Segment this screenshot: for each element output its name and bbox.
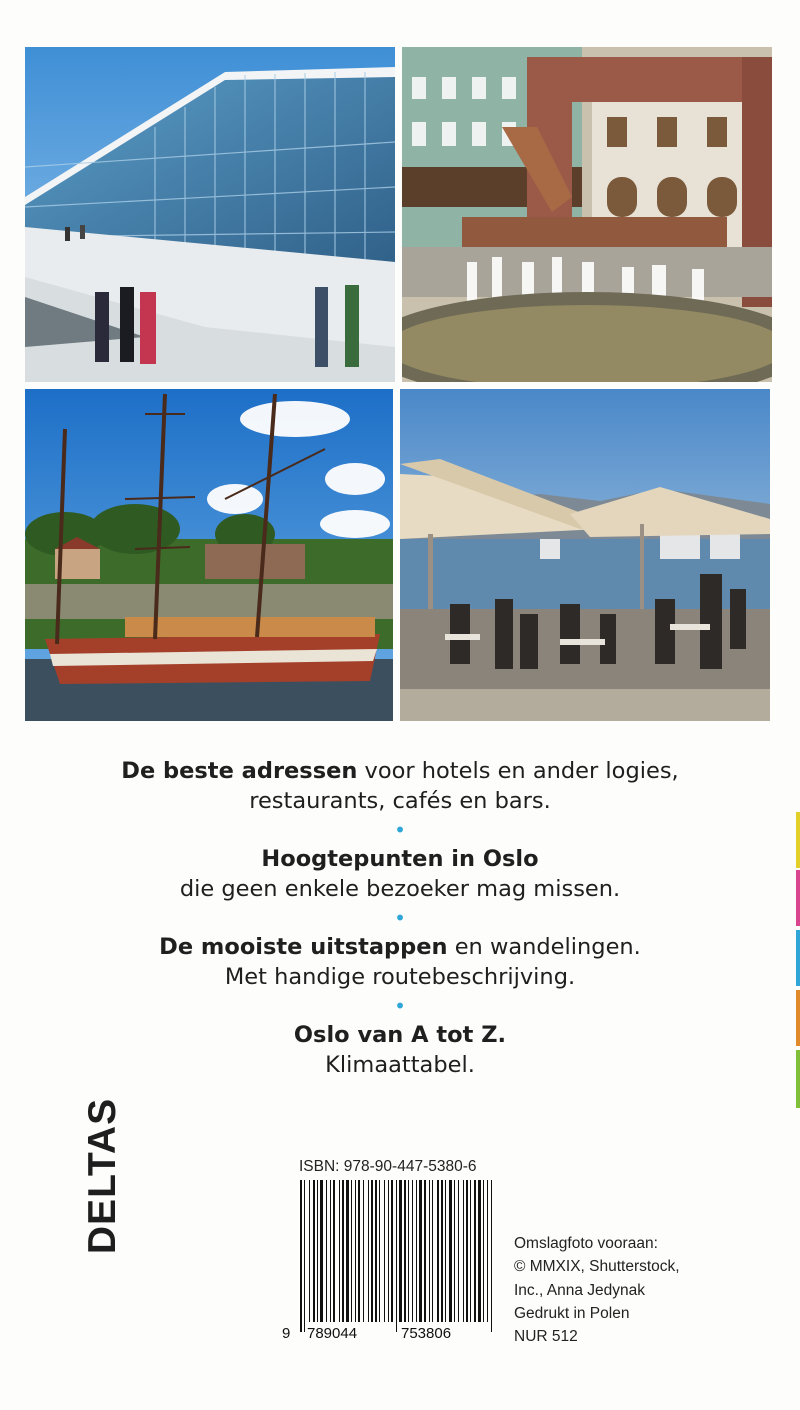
barcode-bar	[441, 1180, 443, 1322]
barcode-bar	[379, 1180, 380, 1322]
barcode-bar	[358, 1180, 360, 1322]
feature-rest: voor hotels en ander logies,	[357, 758, 679, 784]
credit-line: Omslagfoto vooraan:	[514, 1235, 658, 1252]
feature-bold: Oslo van A tot Z.	[293, 1022, 507, 1048]
edge-color-tab	[796, 930, 800, 986]
barcode-bar	[326, 1180, 327, 1322]
barcode-bar	[458, 1180, 459, 1322]
barcode-bar	[391, 1180, 393, 1322]
barcode-bar	[463, 1180, 464, 1322]
feature-line2: Klimaattabel.	[325, 1052, 475, 1078]
feature-bold: De beste adressen	[121, 758, 358, 784]
barcode	[298, 1180, 496, 1340]
credit-line: © MMXIX, Shutterstock,	[514, 1258, 680, 1276]
barcode-bar	[416, 1180, 417, 1322]
edge-color-tab	[796, 1050, 800, 1108]
barcode-bar	[384, 1180, 385, 1322]
barcode-bar	[449, 1180, 452, 1322]
barcode-bar	[412, 1180, 413, 1322]
photo-opera-house	[25, 47, 395, 382]
barcode-bar	[399, 1180, 402, 1322]
separator-dot: •	[394, 994, 406, 1018]
barcode-digit-first: 9	[282, 1325, 291, 1342]
separator-dot: •	[394, 818, 406, 842]
barcode-bar	[470, 1180, 471, 1322]
feature-line2: restaurants, cafés en bars.	[249, 788, 551, 814]
barcode-bar	[333, 1180, 335, 1322]
edge-color-tab	[796, 812, 800, 868]
barcode-bar	[317, 1180, 318, 1322]
barcode-bar	[351, 1180, 352, 1322]
barcode-bar	[429, 1180, 430, 1322]
barcode-bar	[437, 1180, 439, 1322]
feature-bold: De mooiste uitstappen	[159, 934, 448, 960]
barcode-bar	[432, 1180, 433, 1322]
barcode-bar	[424, 1180, 426, 1322]
feature-item	[0, 1020, 800, 1080]
barcode-bar	[388, 1180, 389, 1322]
barcode-bar	[404, 1180, 406, 1322]
barcode-bar	[339, 1180, 340, 1322]
feature-item	[0, 844, 800, 904]
barcode-bar	[491, 1180, 492, 1332]
barcode-bar	[445, 1180, 446, 1322]
barcode-bar	[454, 1180, 455, 1322]
feature-item	[0, 756, 800, 816]
edge-color-tab	[796, 990, 800, 1046]
photo-hand-fountain	[402, 47, 772, 382]
barcode-bar	[487, 1180, 488, 1322]
separator-dot: •	[394, 906, 406, 930]
feature-line2: die geen enkele bezoeker mag missen.	[179, 876, 621, 902]
barcode-bar	[300, 1180, 302, 1332]
barcode-bar	[313, 1180, 315, 1322]
barcode-bar	[396, 1180, 397, 1332]
feature-bold: Hoogtepunten in Oslo	[261, 846, 539, 872]
credit-line: NUR 512	[514, 1328, 578, 1346]
feature-list	[0, 756, 800, 1080]
barcode-bar	[375, 1180, 377, 1322]
barcode-bar	[408, 1180, 409, 1322]
publisher-logo	[83, 1098, 123, 1254]
photo-tall-ship	[25, 389, 393, 721]
barcode-bar	[474, 1180, 476, 1322]
photo-harbour-terrace	[400, 389, 770, 721]
barcode-bar	[346, 1180, 349, 1322]
edge-color-tab	[796, 870, 800, 926]
barcode-bar	[478, 1180, 481, 1322]
barcode-bar	[304, 1180, 305, 1332]
feature-line2: Met handige routebeschrijving.	[224, 964, 576, 990]
barcode-bar	[483, 1180, 484, 1322]
barcode-bar	[309, 1180, 310, 1322]
barcode-digits-right: 753806	[401, 1325, 452, 1342]
barcode-bar	[320, 1180, 323, 1322]
barcode-bar	[330, 1180, 331, 1322]
isbn-text: ISBN: 978-90-447-5380-6	[299, 1158, 477, 1175]
publisher-name: DELTAS	[81, 1097, 124, 1255]
barcode-digits-left: 789044	[307, 1325, 358, 1342]
barcode-bar	[355, 1180, 356, 1322]
barcode-bar	[371, 1180, 373, 1322]
feature-item	[0, 932, 800, 992]
barcode-bar	[466, 1180, 468, 1322]
credit-line: Gedrukt in Polen	[514, 1304, 630, 1322]
credit-line: Inc., Anna Jedynak	[514, 1281, 645, 1299]
credits	[514, 1232, 680, 1348]
feature-rest: en wandelingen.	[447, 934, 641, 960]
barcode-bar	[363, 1180, 364, 1322]
barcode-bar	[368, 1180, 369, 1322]
barcode-bar	[342, 1180, 344, 1322]
barcode-bar	[419, 1180, 422, 1322]
